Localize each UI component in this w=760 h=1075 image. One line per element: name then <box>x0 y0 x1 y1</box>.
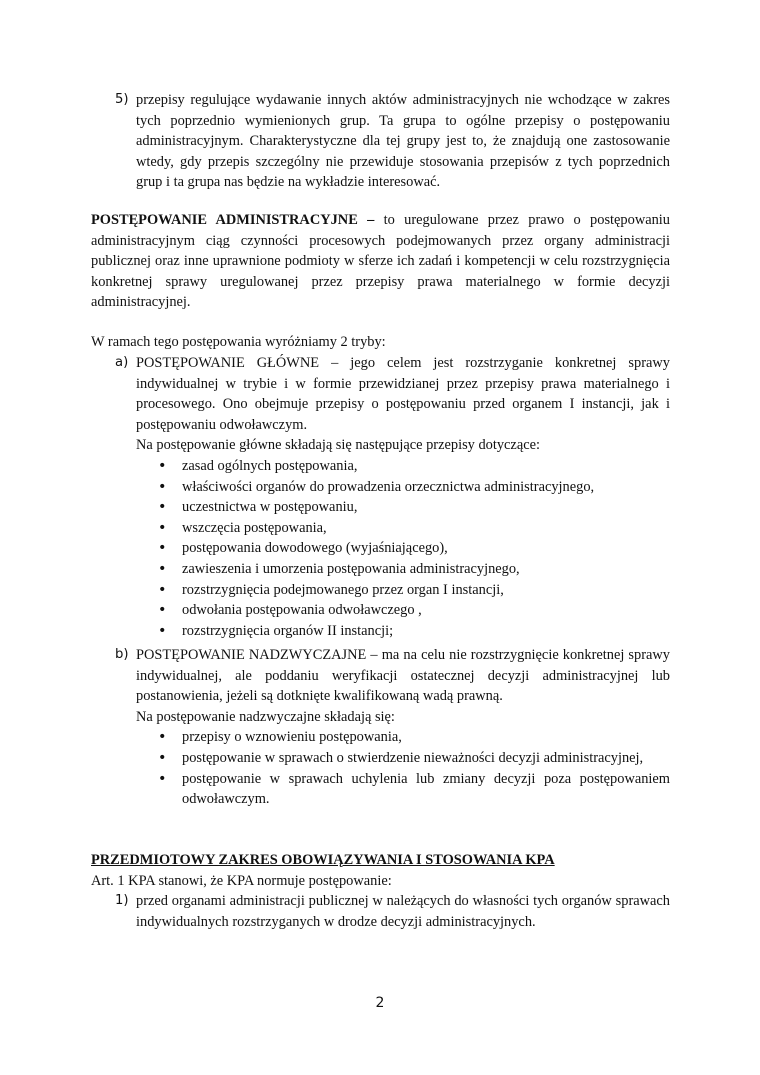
list-item: • zawieszenia i umorzenia postępowania administracyjnego, <box>158 559 670 580</box>
list-item: • właściwości organów do prowadzenia orzecznictwa administracyjnego, <box>158 477 670 498</box>
list-item: • rozstrzygnięcia organów II instancji; <box>158 621 670 642</box>
modes-intro: W ramach tego postępowania wyróżniamy 2 tryby: <box>91 334 386 350</box>
list-item: • postępowania dowodowego (wyjaśniającego), <box>158 538 670 559</box>
mode-a-list <box>158 456 670 641</box>
list-item: • wszczęcia postępowania, <box>158 518 670 539</box>
item-text: przepisy regulujące wydawanie innych aktów administracyjnych nie wchodzące w zakres tych poprzednio wymienionych grup. Ta grupa to ogólne przepisy o postępowaniu administracyjnym. Charakterystyczne dla tej grupy jest to, że znajdują one zastosowanie wtedy, gdy przepis szczególny nie przewiduje stosowania przepisów z tych poprzednich grup i ta grupa nas będzie na wykładzie interesować. <box>136 92 670 191</box>
mode-a-list-intro: Na postępowanie główne składają się następujące przepisy dotyczące: <box>136 437 540 454</box>
list-item: • rozstrzygnięcia podejmowanego przez organ I instancji, <box>158 580 670 601</box>
item-marker: b) <box>115 647 129 662</box>
definition-text: to uregulowane przez prawo o postępowaniu administracyjnym ciąg czynności procesowych podejmowanych przez organy administracji publicznej oraz inne uprawnione podmioty w sferze ich zadań i kompetencji w celu rozstrzygnięcia konkretnej sprawy uregulowanej przez przepisy prawa materialnego w formie decyzji administracyjnej. <box>91 212 670 311</box>
mode-b-content <box>136 645 670 810</box>
scope-heading: PRZEDMIOTOWY ZAKRES OBOWIĄZYWANIA I STOSOWANIA KPA <box>91 852 555 868</box>
scope-intro: Art. 1 KPA stanowi, że KPA normuje postępowanie: <box>91 873 392 889</box>
definition-term: POSTĘPOWANIE ADMINISTRACYJNE – <box>91 212 375 228</box>
list-item: • postępowanie w sprawach uchylenia lub zmiany decyzji poza postępowaniem odwoławczym. <box>158 769 670 810</box>
list-item: • postępowanie w sprawach o stwierdzenie nieważności decyzji administracyjnej, <box>158 748 670 769</box>
item-text: przed organami administracji publicznej w należących do własności tych organów sprawach indywidualnych rozstrzyganych w drodze decyzji administracyjnych. <box>136 893 670 930</box>
list-item: • przepisy o wznowieniu postępowania, <box>158 727 670 748</box>
list-item: • uczestnictwa w postępowaniu, <box>158 497 670 518</box>
mode-a-text: POSTĘPOWANIE GŁÓWNE – jego celem jest rozstrzyganie konkretnej sprawy indywidualnej w trybie i w formie przewidzianej przez przepisy prawa materialnego i procesowego. Ono obejmuje przepisy o postępowaniu przed organem I instancji, jak i postępowaniu odwoławczym. <box>136 355 670 433</box>
mode-b-list <box>158 727 670 809</box>
item-marker: 1) <box>115 893 129 908</box>
mode-a-content <box>136 353 670 641</box>
list-item: • zasad ogólnych postępowania, <box>158 456 670 477</box>
mode-b-text: POSTĘPOWANIE NADZWYCZAJNE – ma na celu nie rozstrzygnięcie konkretnej sprawy indywidualnej, ale poddaniu weryfikacji ostatecznej decyzji administracyjnej lub postanowienia, jeżeli są dotknięte kwalifikowaną wadą prawną. <box>136 647 670 705</box>
item-marker: a) <box>115 355 129 370</box>
list-item: • odwołania postępowania odwoławczego , <box>158 600 670 621</box>
page-number: 2 <box>375 995 385 1011</box>
mode-b-list-intro: Na postępowanie nadzwyczajne składają się: <box>136 708 395 725</box>
definition-paragraph <box>91 210 670 313</box>
item-marker: 5) <box>115 92 129 107</box>
